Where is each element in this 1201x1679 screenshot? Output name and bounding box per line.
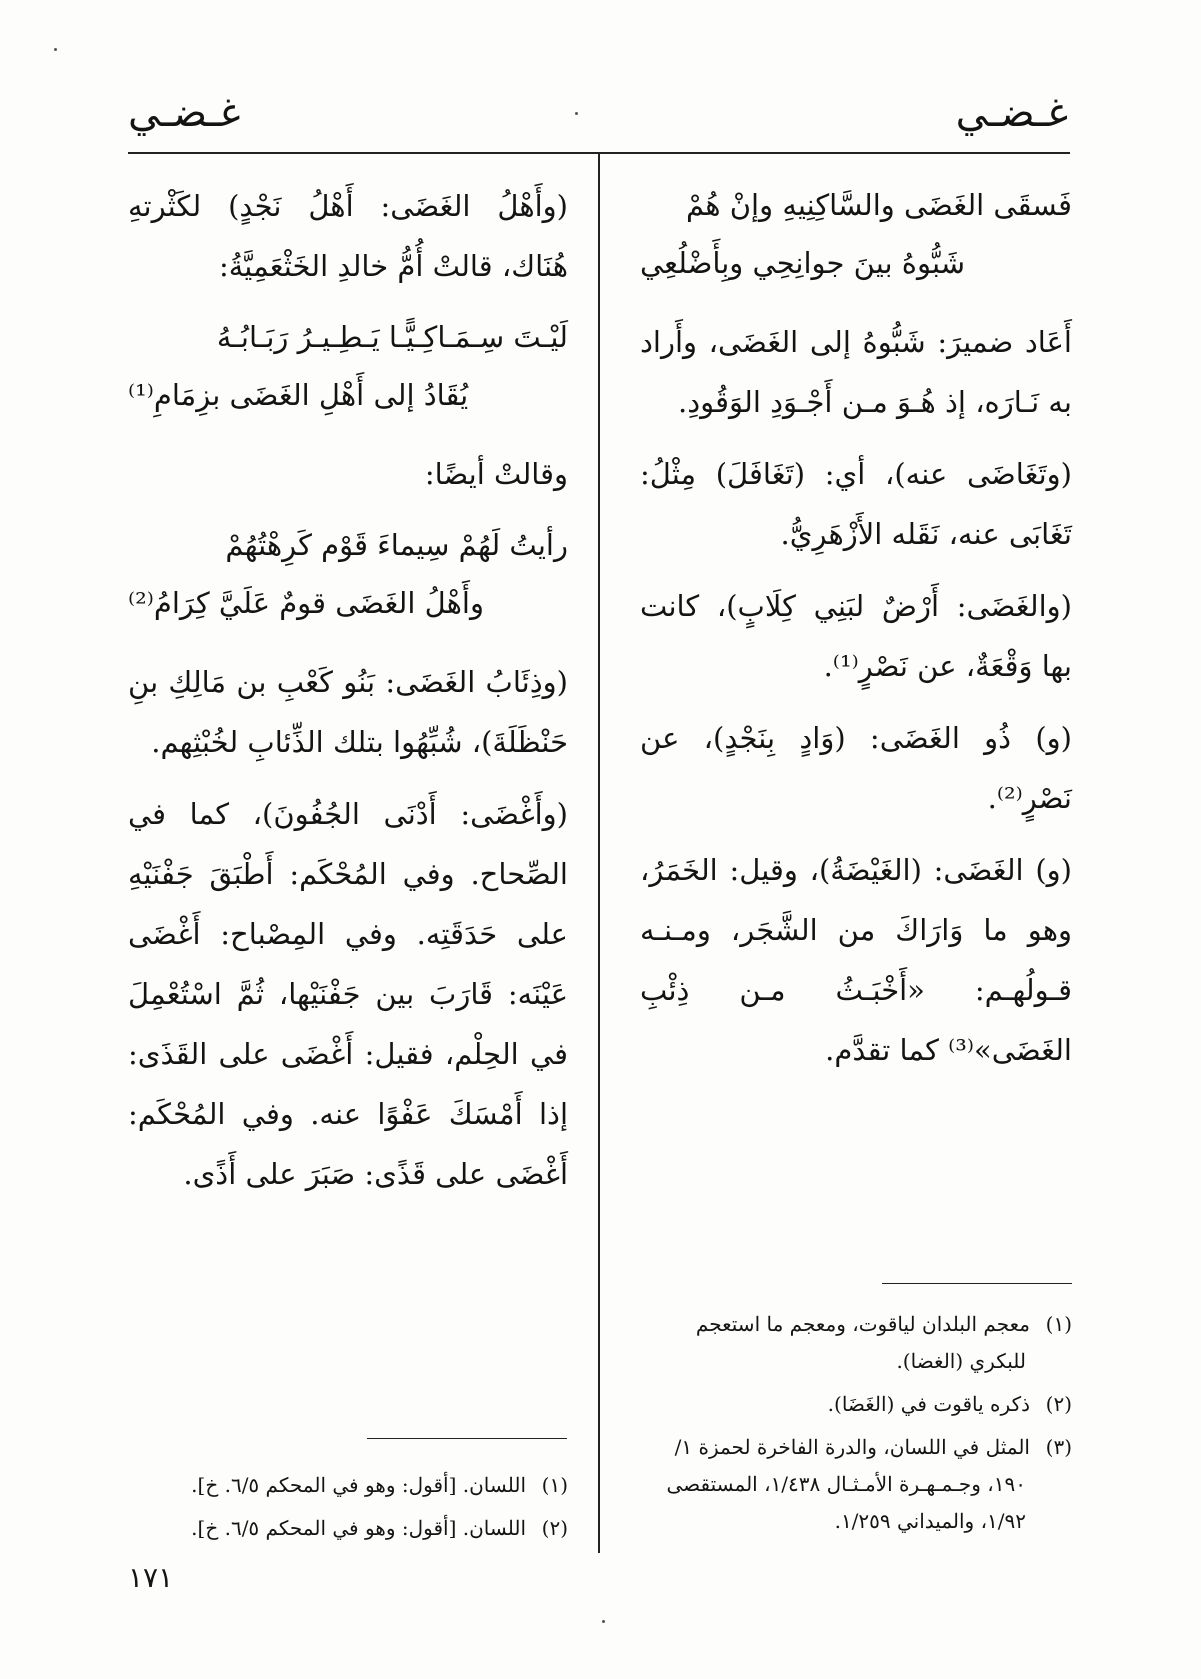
- verse-line: فَسقَى الغَضَى والسَّاكِنِيهِ وإنْ هُمْ: [685, 188, 1072, 222]
- paragraph: (والغَضَى: أَرْضٌ لبَنِي كِلَابٍ)، كانت بها وَقْعَةٌ، عن نَصْرٍ⁽¹⁾.: [640, 589, 1072, 683]
- paragraph: وقالتْ أيضًا:: [424, 457, 568, 491]
- verse-line: شَبُّوهُ بينَ جوانِحِي وبِأَضْلُعِي: [640, 246, 966, 280]
- footnote: [128, 1467, 568, 1504]
- paragraph: (و) ذُو الغَضَى: (وَادٍ بِنَجْدٍ)، عن نَصْرٍ⁽²⁾.: [640, 721, 1072, 815]
- footnote-text: اللسان. [أقول: وهو في المحكم ٦/٥. خ].: [191, 1516, 526, 1540]
- footnote-text: ذكره ياقوت في (الغَضَا).: [827, 1392, 1030, 1416]
- footnote: [640, 1429, 1072, 1540]
- page-number: ١٧١: [128, 1561, 174, 1594]
- paragraph: (وتَغَاضَى عنه)، أي: (تَغَافَلَ) مِثْلُ: تَغَابَى عنه، نَقَله الأَزْهَرِيُّ.: [640, 457, 1072, 551]
- footnote-number: (١): [541, 1473, 568, 1497]
- verse-block: [128, 516, 568, 632]
- footnote: [640, 1306, 1072, 1380]
- footnote-text: اللسان. [أقول: وهو في المحكم ٦/٥. خ].: [191, 1473, 526, 1497]
- footnote: [640, 1386, 1072, 1423]
- footnote-number: (٢): [541, 1516, 568, 1540]
- verse-block: [128, 308, 568, 424]
- verse-block: [640, 176, 1072, 292]
- paragraph: (وذِئَابُ الغَضَى: بَنُو كَعْبِ بن مَالِكِ بنِ حَنْظَلَةَ)، شُبِّهُوا بتلك الذِّئابِ لخُبْثِهم.: [128, 665, 568, 759]
- right-column: [640, 176, 1072, 1092]
- footnote: [128, 1510, 568, 1547]
- paragraph: (وأَغْضَى: أَدْنَى الجُفُونَ)، كما في الصِّحاح. وفي المُحْكَم: أَطْبَقَ جَفْنَيْهِ على حَدَقَتِه. وفي المِصْباح: أَغْضَى عَيْنَه: قَارَبَ بين جَفْنَيْها، ثُمَّ اسْتُعْمِلَ في الحِلْم، فقيل: أَغْضَى على القَذَى: إذا أَمْسَكَ عَفْوًا عنه. وفي المُحْكَم: أَغْضَى على قَذًى: صَبَرَ على أَذًى.: [128, 797, 568, 1191]
- verse-line: رأيتُ لَهُمْ سِيماءَ قَوْم كَرِهْتُهُمْ: [225, 528, 568, 562]
- footnote-text: معجم البلدان لياقوت، ومعجم ما استعجم للبكري (الغضا).: [695, 1312, 1030, 1373]
- footnote-text: المثل في اللسان، والدرة الفاخرة لحمزة ١/ ١٩٠، وجـمـهـرة الأمـثـال ١/٤٣٨، المستقصى ١/٩٢، والميداني ١/٢٥٩.: [666, 1435, 1030, 1533]
- verse-line: يُقَادُ إلى أَهْلِ الغَضَى بزِمَامِ⁽¹⁾: [128, 378, 469, 412]
- footnote-rule: [367, 1438, 567, 1439]
- verse-line: وأَهْلُ الغَضَى قومٌ عَلَيَّ كِرَامُ⁽²⁾: [128, 586, 484, 620]
- paragraph: أَعَاد ضميرَ: شَبُّوهُ إلى الغَضَى، وأَراد به نَـارَه، إذ هُـوَ مـن أَجْـوَدِ الوَقُودِ.: [640, 325, 1072, 419]
- running-header-right: غـضـي: [955, 90, 1068, 136]
- footnote-number: (٣): [1045, 1435, 1072, 1459]
- paragraph: (وأَهْلُ الغَضَى: أَهْلُ نَجْدٍ) لكَثْرتهِ هُنَاك، قالتْ أُمُّ خالدِ الخَثْعَمِيَّةُ:: [128, 189, 568, 283]
- scan-speck: [602, 1620, 605, 1623]
- footnote-number: (١): [1045, 1312, 1072, 1336]
- scan-speck: [575, 112, 578, 115]
- footnotes-right: [640, 1306, 1072, 1546]
- verse-line: لَيْـتَ سِـمَـاكِـيًّـا يَـطِـيـرُ رَبَـابُـهُ: [216, 320, 568, 354]
- footnote-number: (٢): [1045, 1392, 1072, 1416]
- footnote-rule: [882, 1283, 1072, 1284]
- paragraph: (و) الغَضَى: (الغَيْضَةُ)، وقيل: الخَمَرُ، وهو ما وَارَاكَ من الشَّجَر، ومـنـه قـولُهـم: «أَخْبَـثُ مـن ذِئْبِ الغَضَى»⁽³⁾ كما تقدَّم.: [640, 853, 1072, 1067]
- column-divider: [598, 153, 600, 1553]
- running-header-left: غـضـي: [128, 90, 241, 136]
- scan-speck: [54, 48, 57, 51]
- left-column: [128, 176, 568, 1216]
- footnotes-left: [128, 1467, 568, 1553]
